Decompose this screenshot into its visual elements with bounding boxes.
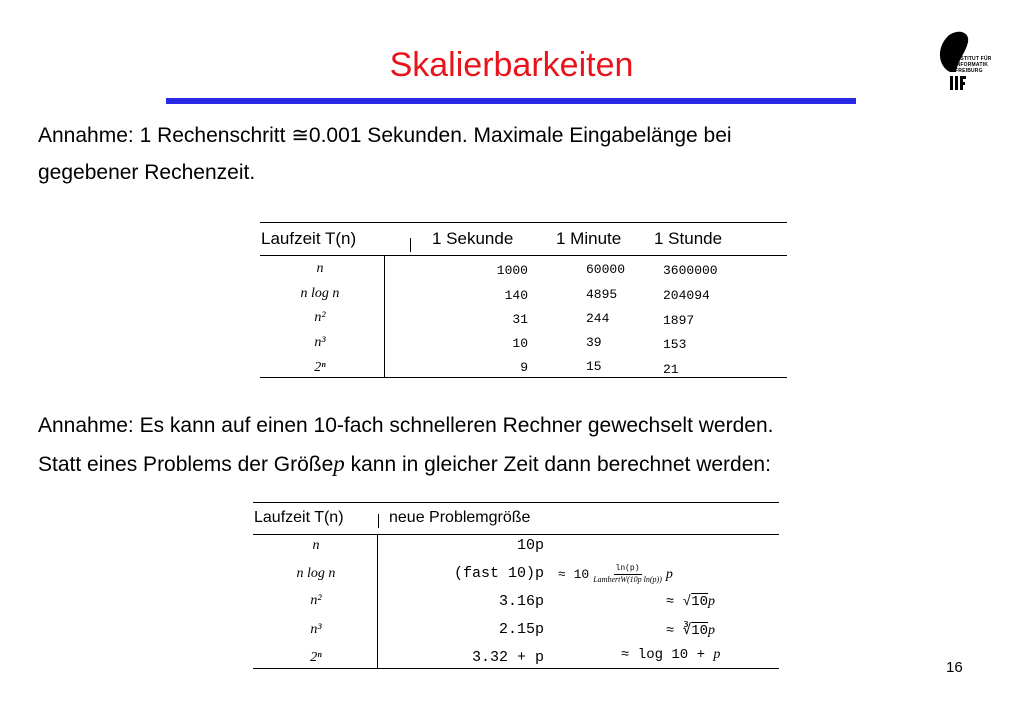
slide-title: Skalierbarkeiten — [389, 46, 634, 84]
header-minute: 1 Minute — [556, 229, 622, 248]
table-cell-value: 2.15p — [498, 621, 544, 638]
table-row-label: n² — [310, 593, 322, 608]
fraction — [593, 564, 662, 585]
table-row-label: n³ — [310, 622, 322, 637]
table-top-rule — [260, 222, 787, 223]
table-bottom-rule — [253, 668, 779, 669]
intro-line-2: gegebener Rechenzeit. — [38, 161, 256, 184]
header-stunde: 1 Stunde — [654, 229, 723, 248]
table-cell-sekunde: 140 — [504, 288, 528, 303]
table-cell-value: 10p — [516, 537, 544, 554]
table-cell-sekunde: 10 — [512, 336, 528, 351]
header-divider — [378, 514, 379, 528]
p-symbol: p — [665, 566, 673, 582]
intro-line-1 — [38, 123, 732, 148]
middle-text: kann in gleicher Zeit dann berechnet werden: — [344, 453, 771, 476]
table-row-label: 2ⁿ — [314, 360, 326, 375]
approx-n2: ≈ √10p — [666, 594, 716, 610]
table-cell-stunde: 3600000 — [663, 263, 718, 278]
table-cell-value: (fast 10)p — [453, 565, 544, 582]
table-cell-sekunde: 9 — [520, 360, 528, 375]
table-cell-minute: 60000 — [586, 262, 626, 277]
header-sekunde: 1 Sekunde — [432, 229, 514, 248]
table-row-label: n log n — [296, 566, 336, 581]
logo-caption — [955, 56, 992, 74]
approx-label: ≈ 10 — [558, 567, 590, 582]
table-row-label: n — [316, 261, 324, 276]
logo-text-line: INFORMATIK — [955, 62, 989, 68]
fraction-denominator: LambertW(10p ln(p)) — [593, 575, 662, 584]
table-cell-sekunde: 31 — [512, 312, 528, 327]
table-cell-minute: 244 — [586, 311, 610, 326]
logo-text-line: INSTITUT FÜR — [955, 56, 992, 62]
middle-line-2 — [38, 451, 771, 477]
table-top-rule — [253, 502, 779, 503]
table-cell-value: 3.32 + p — [471, 649, 544, 666]
table-header-rule — [253, 534, 779, 535]
table-row-label: n³ — [314, 335, 326, 350]
table-cell-stunde: 204094 — [663, 288, 710, 303]
approx-n3: ≈ ∛10p — [666, 623, 716, 639]
page-number: 16 — [946, 659, 963, 676]
table-cell-stunde: 1897 — [663, 313, 695, 328]
intro-text: 0.001 Sekunden. Maximale Eingabelänge bei — [308, 124, 732, 147]
table-divider — [377, 534, 378, 668]
table-header-rule — [260, 255, 787, 256]
header-divider — [410, 238, 411, 252]
approx-nlogn — [558, 564, 673, 585]
table-cell-minute: 39 — [586, 335, 602, 350]
approx-2n: ≈ log 10 + p — [621, 647, 721, 663]
p-symbol: p — [333, 451, 345, 476]
table-cell-stunde: 153 — [663, 337, 687, 352]
fraction-numerator: ln(p) — [615, 564, 640, 573]
table-row-label: n log n — [300, 286, 340, 301]
header-laufzeit: Laufzeit T(n) — [254, 509, 344, 526]
logo-text-line: FREIBURG — [955, 68, 983, 74]
table-row-label: n² — [314, 310, 326, 325]
table-cell-value: 3.16p — [498, 593, 544, 610]
approx-equal-symbol: ≅ — [291, 124, 309, 147]
intro-text: Annahme: 1 Rechenschritt — [38, 124, 292, 147]
middle-text: Statt eines Problems der Größe — [38, 453, 334, 476]
table-bottom-rule — [260, 377, 787, 378]
header-laufzeit: Laufzeit T(n) — [261, 229, 357, 248]
table-cell-minute: 15 — [586, 359, 602, 374]
table-divider — [384, 255, 385, 377]
table-cell-minute: 4895 — [586, 287, 618, 302]
table-row-label: n — [312, 538, 320, 553]
header-problemgroesse: neue Problemgröße — [389, 509, 531, 526]
table-row-label: 2ⁿ — [310, 650, 322, 665]
table-cell-stunde: 21 — [663, 362, 679, 377]
table-cell-sekunde: 1000 — [496, 263, 528, 278]
middle-line-1: Annahme: Es kann auf einen 10-fach schnelleren Rechner gewechselt werden. — [38, 414, 774, 437]
title-underline — [166, 98, 856, 104]
